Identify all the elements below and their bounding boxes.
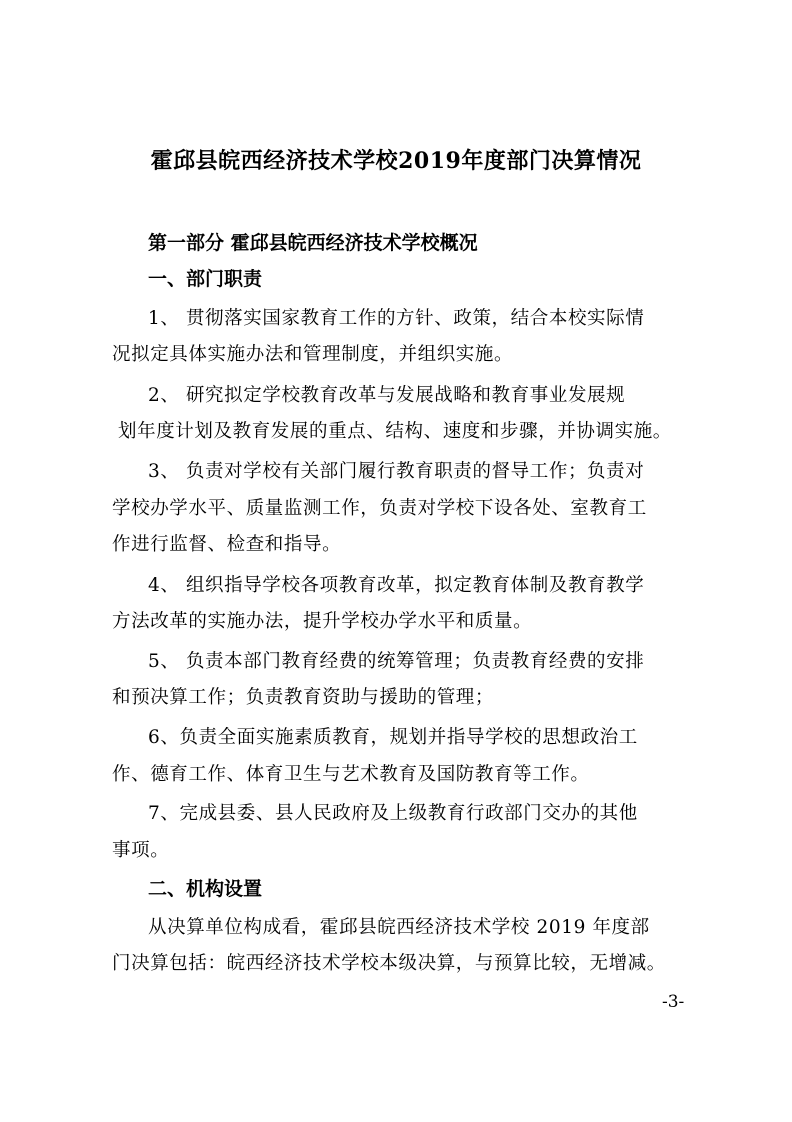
paragraph-line: 作、德育工作、体育卫生与艺术教育及国防教育等工作。 bbox=[112, 764, 590, 785]
section-heading-organization: 二、机构设置 bbox=[148, 878, 263, 900]
paragraph-line: 2、 研究拟定学校教育改革与发展战略和教育事业发展规 bbox=[148, 385, 626, 406]
paragraph-line: 6、负责全面实施素质教育，规划并指导学校的思想政治工 bbox=[148, 727, 638, 748]
paragraph-line: 4、 组织指导学校各项教育改革，拟定教育体制及教育教学 bbox=[148, 575, 645, 596]
paragraph-line: 从决算单位构成看，霍邱县皖西经济技术学校 2019 年度部 bbox=[148, 917, 650, 938]
paragraph-line: 方法改革的实施办法，提升学校办学水平和质量。 bbox=[112, 611, 533, 632]
paragraph-line: 划年度计划及教育发展的重点、结构、速度和步骤，并协调实施。 bbox=[118, 421, 672, 442]
paragraph-line: 学校办学水平、质量监测工作，负责对学校下设各处、室教育工 bbox=[112, 498, 647, 519]
section-heading-duties: 一、部门职责 bbox=[148, 268, 263, 290]
paragraph-line: 和预决算工作；负责教育资助与援助的管理； bbox=[112, 687, 495, 708]
document-title: 霍邱县皖西经济技术学校2019年度部门决算情况 bbox=[150, 148, 642, 174]
paragraph-line: 门决算包括：皖西经济技术学校本级决算，与预算比较，无增减。 bbox=[112, 953, 666, 974]
paragraph-line: 7、完成县委、县人民政府及上级教育行政部门交办的其他 bbox=[148, 803, 638, 824]
paragraph-line: 3、 负责对学校有关部门履行教育职责的督导工作；负责对 bbox=[148, 461, 645, 482]
page-number: -3- bbox=[662, 992, 685, 1012]
paragraph-line: 1、 贯彻落实国家教育工作的方针、政策，结合本校实际情 bbox=[148, 308, 645, 329]
paragraph-line: 作进行监督、检查和指导。 bbox=[112, 534, 342, 555]
paragraph-line: 事项。 bbox=[112, 840, 170, 861]
part-heading: 第一部分 霍邱县皖西经济技术学校概况 bbox=[148, 232, 478, 254]
paragraph-line: 况拟定具体实施办法和管理制度，并组织实施。 bbox=[112, 344, 514, 365]
paragraph-line: 5、 负责本部门教育经费的统筹管理；负责教育经费的安排 bbox=[148, 651, 645, 672]
